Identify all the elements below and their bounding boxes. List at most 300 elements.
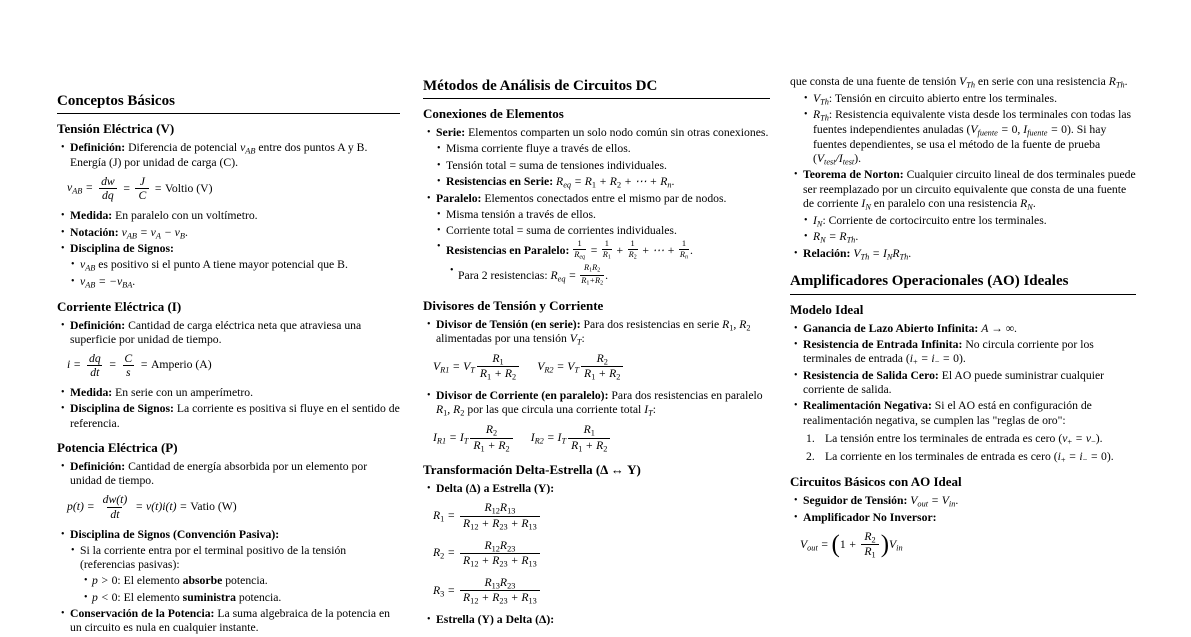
bullet-icon: • — [71, 276, 75, 288]
bullet-item — [423, 389, 770, 418]
fraction-numerator: $R_2$ — [485, 422, 498, 438]
bullet-item — [57, 528, 400, 542]
bullet-icon: • — [61, 528, 65, 540]
bullet-item — [423, 192, 770, 206]
bold-text: Ganancia de Lazo Abierto Infinita: — [803, 321, 979, 335]
bullet-text — [436, 126, 768, 139]
bullet-item — [790, 369, 1136, 398]
math-fraction — [628, 239, 638, 261]
bullet-item — [57, 607, 400, 636]
fraction-numerator: $R_1$ — [583, 422, 595, 438]
bold-text: Disciplina de Signos: — [70, 402, 174, 416]
text: . — [132, 275, 136, 289]
bullet-item — [423, 318, 770, 347]
math-fraction — [861, 530, 878, 560]
text: : El elemento — [117, 590, 183, 604]
math-inline: $V_{Th}$ — [813, 91, 829, 106]
bullet-item — [57, 242, 400, 256]
text: Cantidad de energía absorbida por un elemento por unidad de tiempo. — [70, 459, 368, 488]
display-formula — [57, 493, 400, 520]
display-formula — [423, 539, 770, 569]
math-inline: $v_{AB} = v_A - v_B$ — [121, 225, 185, 240]
bullet-icon: • — [427, 192, 431, 204]
bullet-icon: • — [450, 265, 454, 277]
math-inline: $R_1$, $R_2$ — [722, 317, 751, 332]
display-formula — [423, 576, 770, 606]
text: Cantidad de carga eléctrica neta que atraviesa una superficie por unidad de tiempo. — [70, 318, 362, 346]
math-number: 1 — [839, 537, 846, 551]
bullet-icon: • — [61, 142, 65, 154]
fraction-numerator: $R_2$ — [864, 529, 876, 545]
bullet-text — [803, 494, 958, 507]
fraction-numerator: J — [139, 175, 145, 189]
bullet-item — [423, 264, 770, 288]
bullet-item — [57, 460, 400, 489]
bullet-item — [790, 494, 1136, 509]
text: , — [1017, 122, 1024, 136]
text: . — [605, 269, 609, 283]
display-formula — [57, 175, 400, 202]
bullet-text — [70, 402, 400, 429]
bullet-icon: • — [794, 369, 798, 381]
math-inline: $v_{AB}$ = — [67, 181, 97, 196]
text: . — [955, 493, 959, 507]
fraction-denominator: $R_1$ — [861, 544, 878, 560]
fraction-denominator: $R_1 + R_2$ — [568, 438, 610, 454]
text: ). — [1095, 431, 1103, 445]
section-heading: Conceptos Básicos — [57, 92, 400, 114]
math-inline: = — [151, 181, 165, 195]
bullet-text — [813, 92, 1057, 105]
bold-text: absorbe — [182, 574, 223, 588]
bullet-icon: • — [61, 460, 65, 472]
math-number: 0 — [111, 590, 118, 604]
bullet-text — [803, 399, 1092, 426]
math-inline: $R_{eq}$ = — [550, 269, 580, 284]
math-fraction — [679, 239, 689, 261]
fraction-denominator: s — [123, 365, 134, 379]
bold-text: Conservación de la Potencia: — [70, 606, 215, 620]
bullet-text — [446, 208, 596, 221]
bullet-icon: • — [71, 259, 75, 271]
text: potencia. — [235, 590, 282, 604]
fraction-denominator: $R_1 + R_2$ — [477, 366, 519, 382]
math-inline: 1 + — [839, 537, 860, 551]
bullet-icon: • — [794, 169, 798, 181]
bullet-text — [803, 168, 1136, 210]
fraction-denominator: $R_1+R_2$ — [581, 276, 604, 287]
bullet-text — [80, 275, 135, 288]
bullet-icon: • — [61, 607, 65, 619]
bullet-icon: • — [71, 544, 75, 556]
math-fraction — [460, 539, 540, 569]
bold-text: Definición: — [70, 141, 126, 155]
subsection-heading: Tensión Eléctrica (V) — [57, 121, 175, 137]
display-formula — [423, 423, 770, 453]
bullet-item — [57, 275, 400, 290]
bold-text: Notación: — [70, 225, 119, 239]
bullet-icon: • — [427, 483, 431, 495]
bullet-text — [70, 460, 367, 487]
text: Cualquier circuito lineal de dos terminales puede ser reemplazado por un circuito equivalente que consta de una fuente de corriente — [803, 168, 1136, 210]
subsection-heading: Circuitos Básicos con AO Ideal — [790, 474, 962, 490]
fraction-numerator: $R_1$ — [492, 351, 504, 367]
bullet-icon: • — [61, 387, 65, 399]
display-formula — [423, 501, 770, 531]
bullet-item — [790, 247, 1136, 262]
bullet-text — [803, 338, 1094, 365]
bullet-item — [57, 258, 400, 273]
math-fraction — [470, 423, 512, 453]
math-inline: $R_{Th}$ — [1108, 75, 1125, 90]
bullet-item — [790, 230, 1136, 245]
bullet-item — [790, 214, 1136, 229]
math-number: 0 — [1061, 122, 1068, 136]
text: ). — [854, 151, 862, 165]
subsection-heading: Conexiones de Elementos — [423, 106, 564, 122]
fraction-numerator: $R_{13}R_{23}$ — [484, 575, 516, 591]
math-inline: $R_3$ = — [433, 583, 459, 598]
section-heading: Métodos de Análisis de Circuitos DC — [423, 77, 770, 99]
text: entre dos puntos A y B. Energía (J) por unidad de carga (C). — [70, 141, 368, 169]
bullet-item — [423, 224, 770, 238]
display-formula — [423, 352, 770, 382]
text: en serie con una resistencia — [975, 75, 1109, 88]
bullet-icon: • — [794, 247, 798, 259]
bullet-text — [80, 544, 346, 571]
fraction-denominator: $R_{12} + R_{23} + R_{13}$ — [460, 516, 540, 532]
bullet-icon: • — [804, 214, 808, 226]
bullet-icon: • — [804, 231, 808, 243]
text: ). Si hay fuentes dependientes, se usa el método de la fuente de prueba ( — [813, 122, 1107, 165]
math-inline: $v_{AB} = -v_{BA}$ — [80, 275, 133, 290]
bullet-text — [70, 209, 258, 222]
subsection-heading: Divisores de Tensión y Corriente — [423, 297, 604, 313]
bullet-icon: • — [794, 338, 798, 350]
bullet-item — [57, 209, 400, 223]
bullet-icon: • — [61, 210, 65, 222]
math-inline: = — [105, 358, 120, 372]
fraction-numerator: $R_{12}R_{13}$ — [484, 501, 516, 516]
bold-text: Teorema de Norton: — [803, 168, 904, 182]
bullet-item — [423, 240, 770, 262]
fraction-numerator — [630, 239, 636, 248]
math-inline: i = — [67, 358, 84, 372]
math-inline: $v_{AB}$ — [80, 258, 96, 273]
math-inline: $V_{fuente} = 0$ — [970, 122, 1018, 138]
text: : — [581, 332, 585, 346]
math-inline: $R_{Th}$ — [813, 108, 829, 123]
bullet-icon: • — [437, 241, 441, 253]
math-inline: $R_1$, $R_2$ — [436, 403, 465, 418]
text: Corriente total = suma de corrientes individuales. — [446, 224, 677, 238]
bold-text: Delta (Δ) a Estrella (Y): — [436, 482, 555, 496]
math-inline: = — [137, 358, 151, 372]
text: : Tensión en circuito abierto entre los terminales. — [828, 91, 1058, 105]
math-inline: $I_{fuente} = 0$ — [1023, 122, 1068, 138]
bullet-text — [436, 192, 726, 205]
math-inline: $R_N$ — [1020, 196, 1033, 212]
math-inline: $i_+ = i_- = 0$ — [1057, 450, 1107, 465]
column-left — [57, 0, 400, 637]
bullet-icon: • — [61, 226, 65, 238]
fraction-denominator: $R_{12} + R_{23} + R_{13}$ — [460, 590, 540, 606]
text: . — [184, 225, 188, 239]
math-number: 0 — [1101, 450, 1107, 464]
bullet-text — [446, 175, 674, 188]
bullet-text — [446, 159, 667, 172]
parenthesis: ) — [880, 530, 890, 558]
text: Diferencia de potencial — [125, 141, 241, 155]
math-inline: p > 0 — [92, 574, 118, 588]
bullet-text — [92, 574, 268, 587]
math-inline: $V_{R1} = V_T$ — [433, 359, 475, 374]
item-number: 1. — [806, 431, 815, 445]
math-number: 1 — [604, 239, 609, 249]
item-number: 2. — [806, 450, 815, 464]
bold-text: Resistencias en Serie: — [446, 174, 554, 188]
text: En serie con un amperímetro. — [112, 386, 254, 400]
bold-text: Resistencia de Entrada Infinita: — [803, 337, 963, 351]
bullet-item — [57, 544, 400, 573]
bold-text: Amplificador No Inversor: — [803, 510, 937, 524]
bullet-item — [790, 108, 1136, 166]
math-inline: + — [612, 244, 627, 258]
bold-text: Resistencias en Paralelo: — [446, 244, 570, 258]
bold-text: Medida: — [70, 209, 113, 223]
math-inline: p(t) = — [67, 499, 98, 513]
section-heading: Amplificadores Operacionales (AO) Ideales — [790, 272, 1136, 294]
bold-text: Resistencia de Salida Cero: — [803, 368, 939, 382]
bold-text: Seguidor de Tensión: — [803, 493, 908, 507]
text: . — [908, 246, 912, 260]
subsection-heading: Corriente Eléctrica (I) — [57, 298, 182, 314]
text: en paralelo con una resistencia — [870, 196, 1021, 210]
fraction-denominator: C — [135, 188, 149, 202]
text: ). — [958, 352, 966, 366]
math-number: 1 — [630, 239, 635, 249]
math-inline: $V_{test}/I_{test}$ — [816, 151, 855, 167]
fraction-numerator: dq — [88, 352, 101, 366]
bullet-icon: • — [794, 511, 798, 523]
text: La corriente en los terminales de entrada es cero ( — [825, 450, 1058, 464]
bullet-text — [446, 239, 693, 261]
bullet-icon: • — [437, 159, 441, 171]
bullet-text — [436, 482, 554, 495]
bullet-text — [813, 230, 858, 243]
math-number: 0 — [111, 574, 118, 588]
bullet-text — [803, 247, 911, 260]
math-number: 1 — [577, 239, 582, 249]
math-number: 0 — [953, 352, 959, 366]
bullet-icon: • — [794, 494, 798, 506]
bullet-icon: • — [794, 322, 798, 334]
bold-text: Relación: — [803, 246, 851, 260]
bold-text: suministra — [182, 590, 236, 604]
bullet-item — [57, 591, 400, 605]
bullet-text — [446, 224, 677, 237]
text: . — [1014, 321, 1017, 335]
math-fraction — [580, 263, 604, 287]
bullet-icon: • — [427, 390, 431, 402]
bullet-text — [70, 141, 367, 169]
text: Misma corriente fluye a través de ellos. — [446, 142, 631, 156]
math-inline: A → ∞ — [981, 321, 1015, 335]
fraction-denominator: dt — [107, 507, 122, 521]
bullet-item — [57, 226, 400, 241]
bullet-icon: • — [427, 614, 431, 626]
paragraph — [790, 75, 1136, 90]
bullet-item — [790, 322, 1136, 336]
bullet-icon: • — [427, 127, 431, 139]
math-inline: $I_N$ — [813, 213, 823, 228]
fraction-numerator: $R_1R_2$ — [584, 263, 601, 275]
bold-text: Definición: — [70, 459, 126, 473]
math-fraction — [568, 423, 610, 453]
bullet-text — [813, 214, 1047, 227]
bullet-item — [57, 574, 400, 588]
bullet-text — [70, 242, 174, 255]
bullet-text — [803, 511, 937, 524]
fraction-denominator: $R_n$ — [679, 249, 688, 261]
bullet-text — [803, 322, 1017, 335]
bullet-text — [92, 591, 281, 604]
fraction-denominator: $R_1$ — [602, 249, 611, 261]
bullet-item — [790, 92, 1136, 107]
text: No circula corriente por los terminales de entrada ( — [803, 337, 1094, 366]
bold-text: Paralelo: — [436, 191, 482, 205]
bullet-icon: • — [61, 319, 65, 331]
text: . — [1032, 196, 1036, 210]
math-inline: $V_{Th} = I_NR_{Th}$ — [853, 246, 909, 262]
bullet-item — [57, 386, 400, 400]
math-inline: $R_{eq} = R_1 + R_2$ + ⋯ + $R_n$ — [556, 174, 672, 190]
math-inline: = — [587, 244, 601, 258]
math-inline: $V_{Th}$ — [959, 75, 975, 90]
math-inline: = — [119, 181, 134, 195]
bullet-text — [436, 389, 763, 416]
bold-text: Disciplina de Signos (Convención Pasiva): — [70, 527, 280, 541]
text: Elementos conectados entre el mismo par de nodos. — [481, 191, 727, 205]
text: que consta de una fuente de tensión — [790, 75, 960, 88]
bullet-item — [57, 402, 400, 431]
fraction-denominator: $R_1 + R_2$ — [470, 438, 512, 454]
subsection-heading: Modelo Ideal — [790, 301, 864, 317]
bullet-item — [423, 613, 770, 627]
text: El AO puede suministrar cualquier corriente de salida. — [803, 368, 1105, 396]
math-inline: $R_2$ = — [433, 546, 459, 561]
text: Vatio (W) — [190, 499, 237, 513]
bullet-item — [57, 141, 400, 170]
bullet-item — [423, 482, 770, 496]
fraction-denominator: $R_2$ — [628, 249, 637, 261]
math-inline: $v_+ = v_-$ — [1062, 431, 1096, 447]
text: La tensión entre los terminales de entrada es cero ( — [825, 431, 1063, 445]
bullet-item — [423, 175, 770, 190]
text: . — [1124, 75, 1128, 88]
parenthesis: ( — [831, 530, 840, 558]
math-fraction — [98, 175, 118, 202]
text: . — [855, 230, 859, 244]
numbered-item — [790, 450, 1136, 465]
bullet-icon: • — [437, 208, 441, 220]
text: Para dos resistencias en serie — [580, 317, 723, 331]
item-text — [825, 432, 1103, 445]
bullet-icon: • — [437, 143, 441, 155]
math-inline: $R_1$ = — [433, 509, 459, 524]
bullet-text — [70, 607, 390, 634]
fraction-numerator: dw — [101, 175, 115, 189]
bullet-icon: • — [84, 591, 88, 603]
column-right — [790, 0, 1136, 567]
math-inline: $I_N$ — [861, 196, 871, 212]
math-inline: = v(t)i(t) = — [132, 499, 191, 513]
fraction-numerator: C — [124, 352, 133, 366]
fraction-numerator — [681, 239, 687, 248]
math-fraction — [100, 493, 131, 520]
bullet-text — [436, 318, 751, 346]
subsection-heading: Transformación Delta-Estrella (Δ ↔ Y) — [423, 462, 641, 478]
bold-text: Divisor de Tensión (en serie): — [436, 317, 581, 331]
text: por las que circula una corriente total — [464, 403, 645, 417]
bullet-item — [790, 168, 1136, 211]
math-inline: $V_T$ — [569, 332, 582, 347]
text: . — [671, 174, 675, 188]
bullet-text — [70, 226, 188, 239]
bullet-text — [70, 386, 253, 399]
bullet-item — [790, 511, 1136, 525]
bullet-text — [813, 108, 1131, 165]
fraction-denominator: $R_1 + R_2$ — [581, 366, 623, 382]
fraction-denominator: dq — [99, 188, 117, 202]
subsection-heading: Potencia Eléctrica (P) — [57, 440, 178, 456]
bullet-text — [70, 528, 279, 541]
math-inline: $I_T$ — [644, 403, 653, 418]
math-inline: + ⋯ + — [638, 244, 678, 258]
bullet-item — [423, 159, 770, 173]
math-inline: $I_{R1} = I_T$ — [433, 430, 469, 446]
bullet-text — [458, 263, 609, 287]
bullet-icon: • — [61, 243, 65, 255]
text: alimentadas por una tensión — [436, 332, 570, 346]
math-number: 1 — [681, 239, 686, 249]
display-formula — [790, 530, 1136, 560]
text: Si la corriente entra por el terminal positivo de la tensión (referencias pasivas): — [80, 543, 347, 572]
bullet-icon: • — [794, 400, 798, 412]
text: ). — [1106, 450, 1114, 464]
text: Si el AO está en configuración de realimentación negativa, se cumplen las "reglas de oro": — [803, 399, 1092, 427]
bullet-icon: • — [804, 92, 808, 104]
fraction-numerator — [577, 239, 583, 248]
text: es positivo si el punto A tiene mayor potencial que B. — [95, 258, 348, 272]
math-fraction — [86, 352, 104, 379]
math-fraction — [121, 352, 135, 379]
bold-text: Disciplina de Signos: — [70, 242, 174, 256]
bullet-icon: • — [84, 575, 88, 587]
bullet-text — [70, 319, 361, 346]
display-formula — [57, 352, 400, 379]
bullet-item — [57, 319, 400, 348]
text: Para 2 resistencias: — [458, 269, 551, 283]
text: Para dos resistencias en paralelo — [608, 389, 763, 403]
math-inline: $V_{out} = V_{in}$ — [910, 493, 956, 509]
fraction-denominator: $R_{eq}$ — [574, 249, 586, 261]
math-inline: $V_{in}$ — [889, 537, 903, 552]
math-fraction — [573, 239, 586, 261]
bullet-item — [790, 338, 1136, 367]
math-fraction — [135, 175, 149, 202]
fraction-numerator: $R_2$ — [596, 351, 608, 367]
